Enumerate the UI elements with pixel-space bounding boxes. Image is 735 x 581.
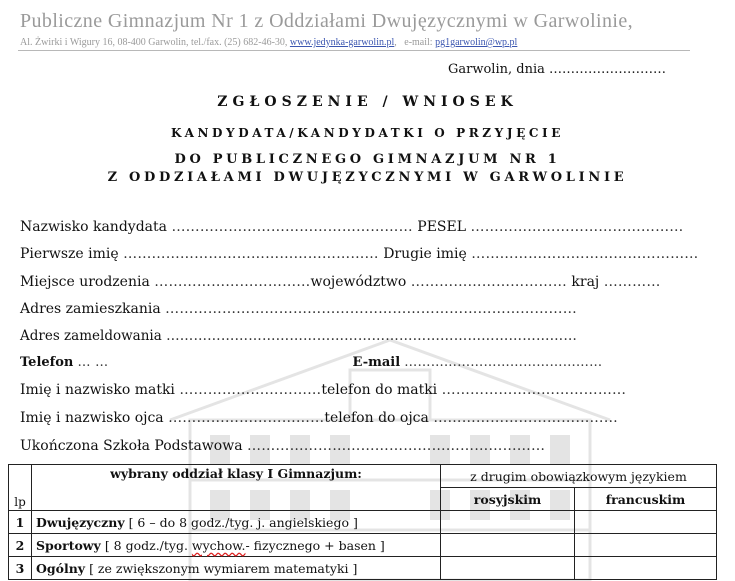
- field-row-father: [20, 410, 618, 426]
- russian-header: rosyjskim: [441, 488, 575, 511]
- school-address: Al. Żwirki i Wigury 16, 08-400 Garwolin, tel./fax. (25) 682-46-30,: [20, 37, 288, 48]
- field-row-residence: [20, 301, 577, 317]
- class-option-desc-wavy: wychow.: [191, 537, 246, 553]
- class-choice-table: [8, 464, 717, 580]
- field-row-birthplace: [20, 274, 661, 290]
- email-label-field: E-mail: [352, 355, 401, 370]
- mother-name-input[interactable]: …………………………: [179, 382, 322, 398]
- father-name-input[interactable]: ……………………………: [168, 410, 325, 426]
- class-option-desc: [ ze zwiększonym wymiarem matematyki ]: [89, 560, 358, 576]
- field-row-surname: [20, 219, 684, 235]
- province-label: województwo: [310, 274, 407, 290]
- registered-input[interactable]: ………………………………………………………………………………: [166, 328, 578, 344]
- father-phone-label: telefon do ojca: [324, 410, 429, 426]
- surname-input[interactable]: ……………………………………………: [171, 219, 413, 235]
- class-option-bilingual: [32, 511, 441, 534]
- russian-choice-cell[interactable]: [441, 511, 575, 534]
- email-label: e-mail:: [404, 37, 433, 48]
- school-website-link[interactable]: www.jedynka-garwolin.pl: [289, 37, 395, 48]
- field-row-contact: [20, 355, 602, 370]
- first-name-label: Pierwsze imię: [20, 246, 119, 262]
- mother-phone-label: telefon do matki: [321, 382, 438, 398]
- province-input[interactable]: ……………………………: [410, 274, 567, 290]
- residence-label: Adres zamieszkania: [20, 301, 161, 317]
- mother-name-label: Imię i nazwisko matki: [20, 382, 175, 398]
- class-option-name: Ogólny: [36, 560, 86, 576]
- phone-input[interactable]: … …: [77, 355, 109, 370]
- first-name-input[interactable]: ………………………………………………: [123, 246, 379, 262]
- form-subtitle-2: DO PUBLICZNEGO GIMNAZJUM NR 1: [174, 152, 561, 167]
- father-name-label: Imię i nazwisko ojca: [20, 410, 164, 426]
- form-subtitle-3: Z ODDZIAŁAMI DWUJĘZYCZNYMI W GARWOLINIE: [107, 170, 628, 185]
- row-number: 3: [9, 557, 32, 580]
- field-row-registered: [20, 328, 577, 344]
- row-number: 2: [9, 534, 32, 557]
- school-email-link[interactable]: pg1garwolin@wp.pl: [435, 37, 518, 48]
- country-input[interactable]: …………: [603, 274, 661, 290]
- language-header: z drugim obowiązkowym językiem: [441, 465, 717, 488]
- second-name-label: Drugie imię: [383, 246, 467, 262]
- pesel-label: PESEL: [417, 219, 467, 235]
- mother-phone-input[interactable]: …………………………………: [441, 382, 627, 398]
- class-option-desc-pre: [ 8 godz./tyg.: [104, 537, 192, 553]
- second-name-input[interactable]: …………………………………………: [471, 246, 699, 262]
- country-label: kraj: [571, 274, 600, 290]
- birthplace-label: Miejsce urodzenia: [20, 274, 150, 290]
- french-choice-cell[interactable]: [575, 511, 717, 534]
- french-header: francuskim: [575, 488, 717, 511]
- email-input[interactable]: ………………………………………: [404, 355, 603, 370]
- father-phone-input[interactable]: …………………………………: [433, 410, 618, 426]
- table-row: [9, 534, 717, 557]
- school-name-header: Publiczne Gimnazjum Nr 1 z Oddziałami Dwujęzycznymi w Garwolinie,: [20, 10, 634, 32]
- primary-school-input[interactable]: ………………………………………………………: [247, 438, 546, 454]
- pesel-input[interactable]: ………………………………………: [470, 219, 684, 235]
- header-divider: [18, 50, 690, 51]
- lp-header: lp: [9, 465, 32, 511]
- russian-choice-cell[interactable]: [441, 557, 575, 580]
- class-header: wybrany oddział klasy I Gimnazjum:: [32, 465, 441, 511]
- field-row-mother: [20, 382, 626, 398]
- table-header-row: [9, 465, 717, 488]
- surname-label: Nazwisko kandydata: [20, 219, 167, 235]
- school-address-line: Al. Żwirki i Wigury 16, 08-400 Garwolin, tel./fax. (25) 682-46-30, www.jedynka-garwolin.pl, e-mail: pg1garwolin@wp.pl: [20, 37, 518, 48]
- form-subtitle-1: KANDYDATA/KANDYDATKI O PRZYJĘCIE: [171, 126, 564, 140]
- class-option-name: Dwujęzyczny: [36, 514, 125, 530]
- registered-label: Adres zameldowania: [20, 328, 162, 344]
- table-row: [9, 511, 717, 534]
- french-choice-cell[interactable]: [575, 534, 717, 557]
- table-row: [9, 557, 717, 580]
- class-option-sport: [32, 534, 441, 557]
- class-option-general: [32, 557, 441, 580]
- field-row-names: [20, 246, 698, 262]
- class-option-name: Sportowy: [36, 537, 101, 553]
- primary-school-label: Ukończona Szkoła Podstawowa: [20, 438, 243, 454]
- residence-input[interactable]: ……………………………………………………………………………: [165, 301, 577, 317]
- class-option-desc-post: - fizycznego + basen ]: [245, 537, 385, 553]
- french-choice-cell[interactable]: [575, 557, 717, 580]
- field-row-school: [20, 438, 545, 454]
- date-field[interactable]: Garwolin, dnia ………………………: [448, 62, 666, 77]
- russian-choice-cell[interactable]: [441, 534, 575, 557]
- phone-label: Telefon: [20, 355, 74, 370]
- form-title: ZGŁOSZENIE / WNIOSEK: [217, 94, 518, 110]
- class-option-desc: [ 6 – do 8 godz./tyg. j. angielskiego ]: [128, 514, 358, 530]
- row-number: 1: [9, 511, 32, 534]
- birthplace-input[interactable]: ……………………………: [154, 274, 311, 290]
